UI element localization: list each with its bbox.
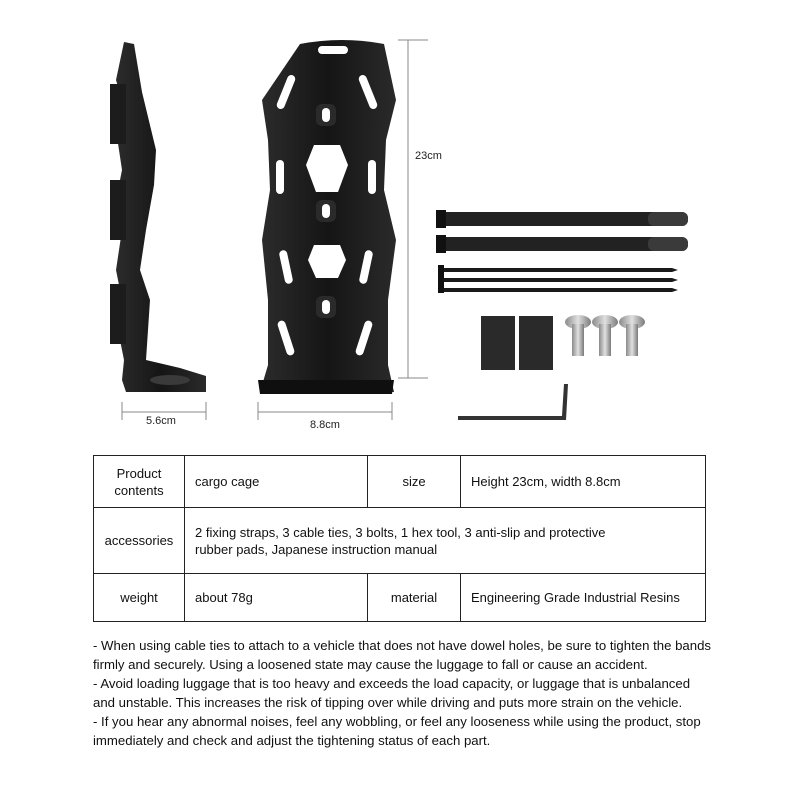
accessories-label: accessories — [94, 508, 185, 574]
size-label: size — [368, 456, 461, 508]
hex-tool — [458, 384, 568, 420]
side-depth-label: 5.6cm — [146, 415, 176, 427]
material-value: Engineering Grade Industrial Resins — [461, 574, 706, 622]
table-row — [94, 456, 706, 508]
fixing-straps — [436, 210, 688, 253]
cable-ties — [438, 265, 678, 293]
spec-table — [93, 455, 706, 622]
front-view — [258, 40, 396, 394]
caution-notes — [93, 636, 713, 750]
accessories-value: 2 fixing straps, 3 cable ties, 3 bolts, 1 hex tool, 3 anti-slip and protective rubber pads, Japanese instruction manual — [185, 508, 706, 574]
bolts — [565, 315, 645, 356]
contents-label: Product contents — [94, 456, 185, 508]
table-row — [94, 508, 706, 574]
front-width-label: 8.8cm — [310, 419, 340, 431]
table-row — [94, 574, 706, 622]
material-label: material — [368, 574, 461, 622]
weight-label: weight — [94, 574, 185, 622]
weight-value: about 78g — [185, 574, 368, 622]
contents-value: cargo cage — [185, 456, 368, 508]
size-value: Height 23cm, width 8.8cm — [461, 456, 706, 508]
note-load-capacity: - Avoid loading luggage that is too heavy and exceeds the load capacity, or luggage that is unbalanced and unstable. This increases the risk of tipping over while driving and puts more strain on the vehicle. — [93, 676, 691, 710]
side-view — [110, 42, 206, 392]
side-profile — [116, 42, 206, 392]
rubber-pads — [481, 316, 553, 370]
height-dimension-label: 23cm — [415, 150, 442, 162]
note-cable-ties: - When using cable ties to attach to a vehicle that does not have dowel holes, be sure to tighten the bands firmly and securely. Using a loosened state may cause the luggage to fall or cause an accident. — [93, 638, 712, 672]
note-abnormal-noise: - If you hear any abnormal noises, feel any wobbling, or feel any looseness while using the product, stop immediately and check and adjust the tightening status of each part. — [93, 714, 701, 748]
